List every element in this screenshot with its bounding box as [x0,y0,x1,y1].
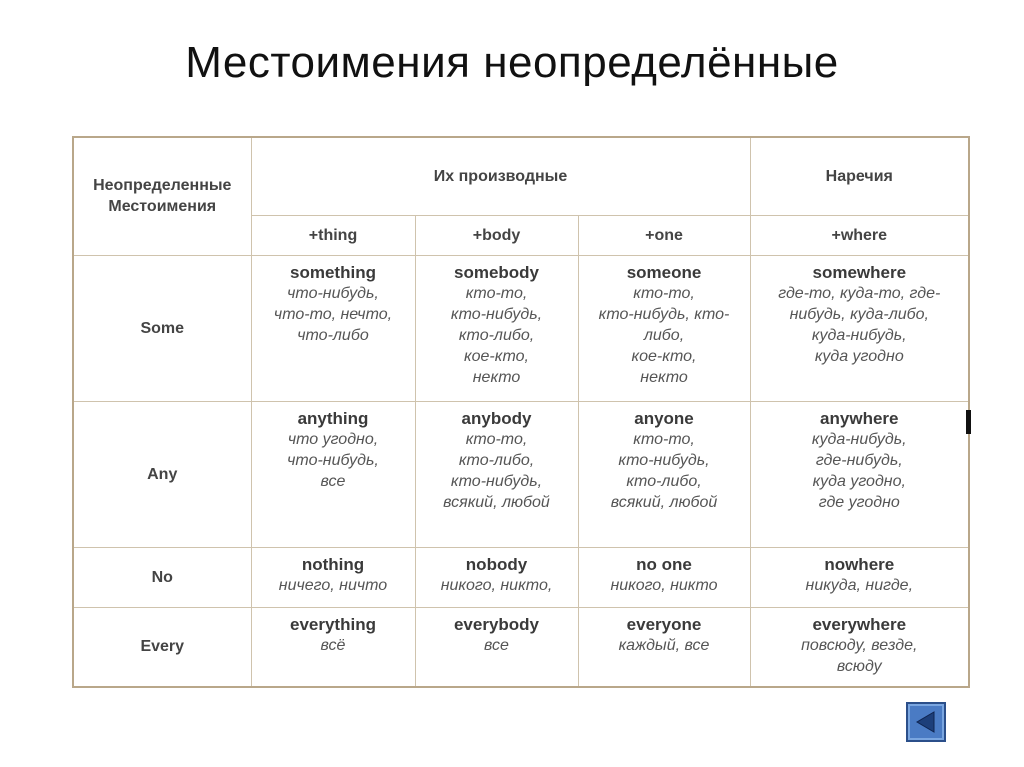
cell-thing [251,401,415,547]
english-word: nobody [465,554,528,574]
russian-translation: все [484,636,509,654]
slide-title: Местоимения неопределённые [185,38,839,87]
cell-body [415,607,578,687]
russian-translation: нибудь, куда-либо, [789,305,929,323]
suffix-where: +where [750,215,969,255]
row-label: Some [73,255,251,401]
english-word: somewhere [812,262,907,282]
row-label: Any [73,401,251,547]
cell-body [415,401,578,547]
cell-where [750,255,969,401]
russian-translation: что-нибудь, [287,284,379,302]
english-word: everybody [453,614,540,634]
back-button[interactable] [906,702,946,742]
cell-where [750,547,969,607]
russian-translation: что-либо [297,326,369,344]
english-word: nothing [301,554,365,574]
pronoun-table-container [72,136,968,688]
pronoun-table [72,136,970,688]
russian-translation: кто-то, [465,284,528,302]
russian-translation: кто-то, [633,430,695,448]
russian-translation: всякий, любой [443,493,550,511]
header-adverbs: Наречия [750,137,969,215]
row-label: No [73,547,251,607]
table-row [73,547,969,607]
english-word: no one [636,554,692,574]
english-word: something [290,262,376,282]
cell-where [750,401,969,547]
russian-translation: куда-нибудь, [811,430,907,448]
russian-translation: где-то, куда-то, где- [778,284,941,302]
cell-body [415,255,578,401]
cell-thing [251,607,415,687]
cell-one [578,547,750,607]
russian-translation: куда-нибудь, [811,326,907,344]
russian-translation: некто [472,368,521,386]
cell-one [578,255,750,401]
russian-translation: кто-нибудь, [450,305,543,323]
table-row [73,401,969,547]
cell-body [415,547,578,607]
russian-translation: всё [320,636,346,654]
russian-translation: что-то, нечто, [273,305,393,323]
table-row [73,255,969,401]
russian-translation: всякий, любой [610,493,718,511]
english-word: anybody [461,408,532,428]
russian-translation: либо, [643,326,685,344]
english-word: someone [626,262,702,282]
cell-where [750,607,969,687]
table-body [73,255,969,687]
russian-translation: все [320,472,346,490]
russian-translation: кое-кто, [631,347,697,365]
russian-translation: кое-кто, [464,347,529,365]
russian-translation: кто-либо, [458,451,535,469]
edge-mark [966,410,971,434]
english-word: nowhere [824,554,895,574]
english-word: somebody [453,262,540,282]
cell-one [578,401,750,547]
cell-one [578,607,750,687]
russian-translation: где-нибудь, [815,451,903,469]
russian-translation: ничего, ничто [278,576,388,594]
suffix-thing: +thing [251,215,415,255]
russian-translation: кто-нибудь, [450,472,543,490]
russian-translation: что угодно, [287,430,379,448]
row-label: Every [73,607,251,687]
russian-translation: некто [640,368,688,386]
english-word: anything [297,408,369,428]
russian-translation: кто-либо, [458,326,535,344]
english-word: everywhere [812,614,907,634]
russian-translation: кто-то, [633,284,695,302]
suffix-body: +body [415,215,578,255]
english-word: everything [290,614,376,634]
russian-translation: кто-либо, [626,472,702,490]
russian-translation: повсюду, везде, [801,636,918,654]
russian-translation: кто-нибудь, кто- [598,305,730,323]
table-row [73,607,969,687]
english-word: anywhere [820,408,899,428]
russian-translation: всюду [836,657,882,675]
russian-translation: куда угодно [814,347,904,365]
header-derivatives: Их производные [251,137,750,215]
russian-translation: кто-то, [465,430,528,448]
cell-thing [251,547,415,607]
russian-translation: что-нибудь, [287,451,379,469]
russian-translation: куда угодно, [812,472,906,490]
russian-translation: каждый, все [618,636,710,654]
english-word: everyone [626,614,702,634]
english-word: anyone [634,408,694,428]
russian-translation: никого, никто [610,576,718,594]
russian-translation: где угодно [818,493,900,511]
russian-translation: никого, никто, [440,576,553,594]
suffix-one: +one [578,215,750,255]
russian-translation: никуда, нигде, [805,576,914,594]
russian-translation: кто-нибудь, [618,451,710,469]
header-pronouns: Неопределенные Местоимения [73,137,251,255]
cell-thing [251,255,415,401]
